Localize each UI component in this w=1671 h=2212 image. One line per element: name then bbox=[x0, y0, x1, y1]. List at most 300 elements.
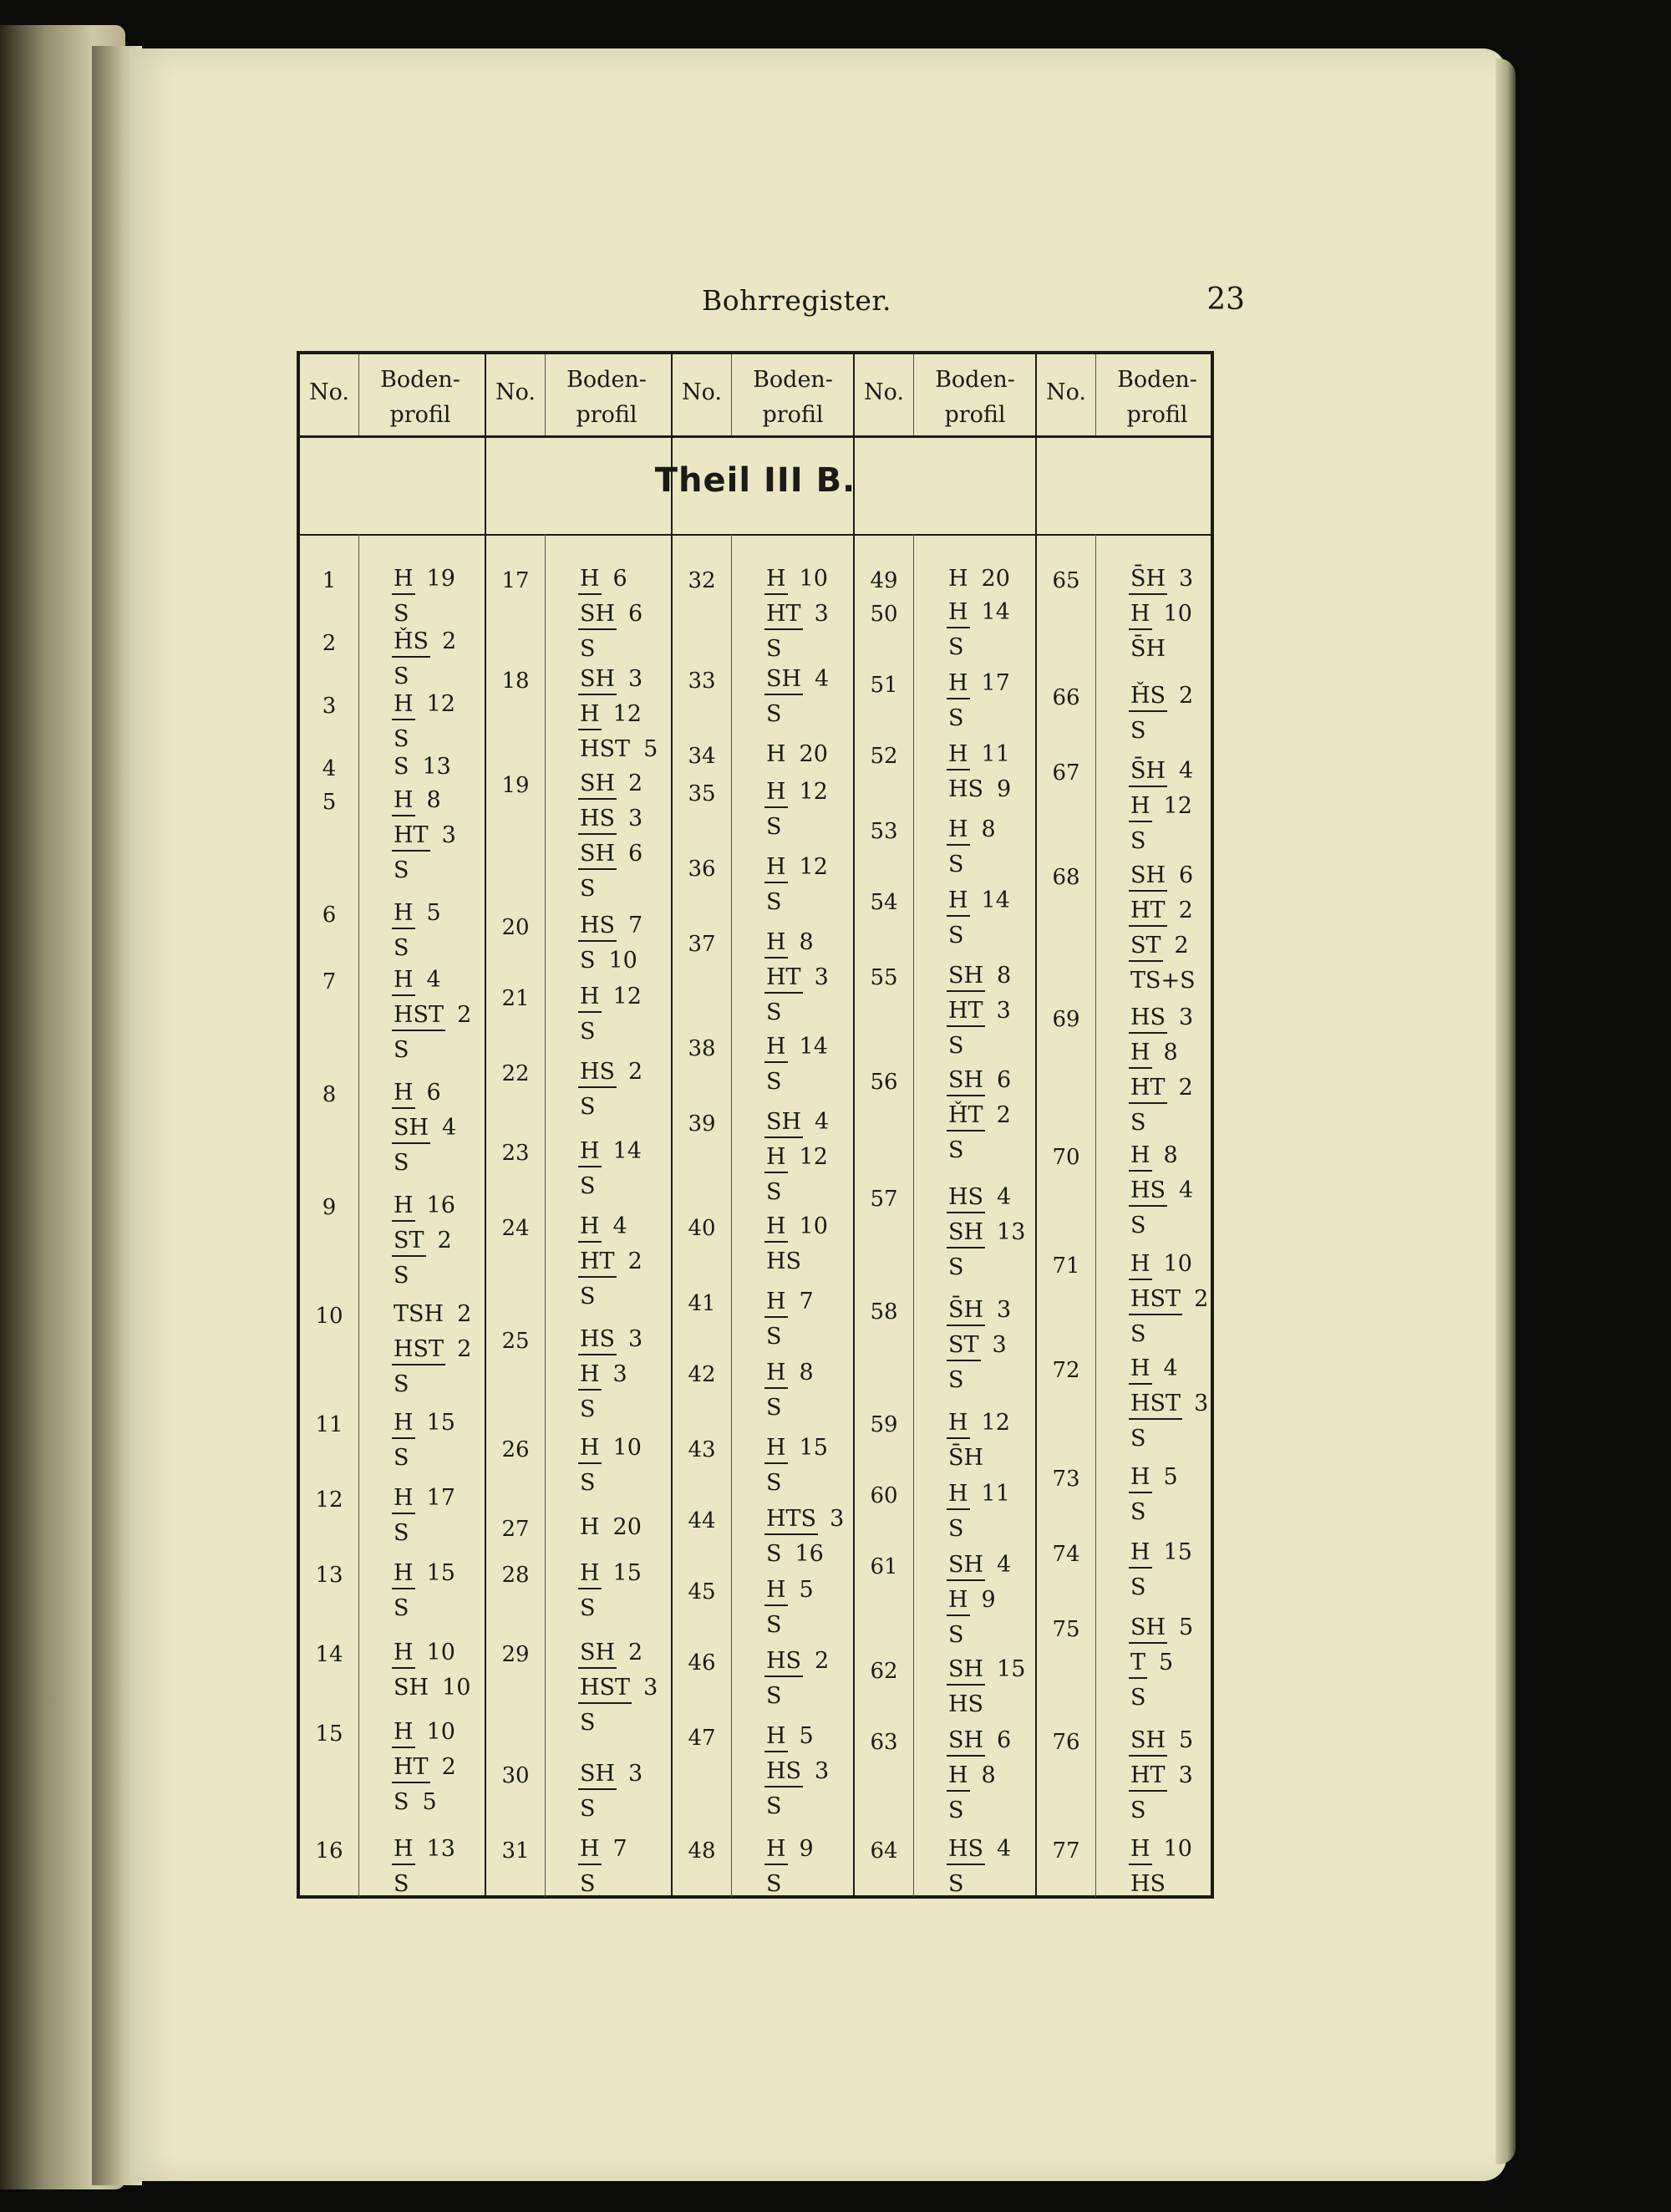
profile-line bbox=[947, 565, 1010, 593]
profile-line bbox=[578, 735, 658, 764]
profile-line bbox=[578, 1283, 597, 1311]
soil-symbol: TSH bbox=[394, 1301, 444, 1327]
layer-depth: 5 bbox=[1179, 1615, 1194, 1640]
layer-depth: 15 bbox=[426, 1410, 455, 1436]
layer-depth: 15 bbox=[426, 1560, 455, 1586]
layer-depth: 6 bbox=[997, 1067, 1012, 1093]
profile-line bbox=[764, 1359, 814, 1389]
soil-symbol: H bbox=[764, 853, 788, 883]
soil-symbol: SH bbox=[578, 600, 617, 630]
soil-symbol: HST bbox=[392, 1001, 445, 1031]
profile-line bbox=[947, 1296, 1011, 1326]
layer-depth: 2 bbox=[437, 1228, 452, 1253]
layer-depth: 5 bbox=[1179, 1727, 1194, 1753]
profile-line bbox=[947, 1797, 966, 1825]
soil-symbol: S bbox=[580, 1284, 596, 1309]
layer-depth: 2 bbox=[1174, 933, 1189, 959]
profile-line bbox=[392, 1409, 455, 1439]
profile-line bbox=[578, 840, 642, 870]
header-bodenprofil: Boden- profil bbox=[935, 367, 1015, 428]
profile-line bbox=[1129, 827, 1148, 856]
soil-symbol: H bbox=[578, 1360, 602, 1391]
soil-symbol: S bbox=[394, 664, 409, 689]
layer-depth: 17 bbox=[981, 670, 1010, 696]
profile-line bbox=[947, 740, 1010, 770]
profile-line bbox=[947, 1515, 966, 1543]
soil-symbol: S bbox=[766, 814, 782, 840]
entry-number: 25 bbox=[501, 1329, 530, 1354]
profile-line bbox=[392, 663, 411, 691]
entry-number: 2 bbox=[322, 631, 337, 656]
soil-symbol: ST bbox=[1129, 932, 1163, 962]
soil-symbol: S bbox=[948, 634, 964, 660]
profile-line bbox=[764, 1722, 814, 1752]
profile-line bbox=[1129, 1797, 1148, 1825]
soil-symbol: SH bbox=[578, 665, 617, 695]
profile-line bbox=[578, 635, 597, 664]
layer-depth: 9 bbox=[799, 1836, 814, 1862]
soil-symbol: S bbox=[766, 636, 782, 662]
profile-line bbox=[764, 1835, 814, 1865]
soil-symbol: H bbox=[578, 1559, 602, 1589]
profile-line bbox=[392, 821, 456, 852]
layer-depth: 6 bbox=[628, 841, 643, 867]
layer-depth: 2 bbox=[1178, 898, 1193, 923]
soil-symbol: H bbox=[1129, 1039, 1152, 1069]
soil-symbol: H bbox=[947, 1586, 970, 1616]
header-rule bbox=[300, 435, 1211, 438]
entry-number: 27 bbox=[501, 1517, 530, 1542]
entry-number: 21 bbox=[501, 986, 530, 1011]
profile-line bbox=[947, 922, 966, 950]
soil-symbol: S bbox=[394, 601, 409, 627]
soil-symbol: S̄H bbox=[947, 1296, 985, 1326]
profile-line bbox=[578, 1093, 597, 1121]
soil-symbol: S bbox=[394, 754, 409, 780]
profile-line bbox=[947, 704, 966, 733]
soil-symbol: HS bbox=[947, 1835, 985, 1865]
soil-symbol: S bbox=[1130, 1798, 1146, 1823]
soil-symbol: SH bbox=[578, 1639, 617, 1669]
soil-symbol: H bbox=[392, 786, 415, 816]
soil-symbol: H bbox=[392, 899, 415, 929]
entry-number: 36 bbox=[688, 857, 716, 882]
header-no: No. bbox=[864, 379, 904, 405]
layer-depth: 3 bbox=[628, 666, 643, 692]
entry-number: 50 bbox=[870, 602, 898, 627]
soil-symbol: S bbox=[766, 1683, 782, 1709]
soil-symbol: SH bbox=[947, 1655, 985, 1686]
soil-symbol: ȞS bbox=[1129, 682, 1167, 712]
profile-line bbox=[1129, 1109, 1148, 1137]
layer-depth: 10 bbox=[799, 566, 828, 592]
layer-depth: 4 bbox=[1179, 758, 1194, 784]
header-bodenprofil: Boden- profil bbox=[753, 367, 833, 428]
profile-line bbox=[764, 1540, 824, 1569]
profile-line bbox=[578, 1172, 597, 1201]
layer-depth: 3 bbox=[996, 998, 1011, 1024]
profile-line bbox=[947, 1183, 1011, 1213]
profile-line bbox=[947, 1835, 1011, 1865]
profile-line bbox=[947, 1621, 966, 1650]
profile-line bbox=[392, 857, 411, 885]
soil-symbol: H bbox=[947, 1480, 970, 1510]
profile-line bbox=[392, 628, 456, 658]
entry-number: 31 bbox=[501, 1838, 530, 1864]
layer-depth: 16 bbox=[426, 1192, 455, 1218]
layer-depth: 17 bbox=[426, 1485, 455, 1511]
soil-symbol: SH bbox=[947, 962, 985, 992]
profile-line bbox=[947, 1551, 1011, 1581]
profile-line bbox=[764, 1178, 784, 1207]
entry-number: 5 bbox=[322, 790, 337, 815]
soil-symbol: HT bbox=[392, 1753, 430, 1783]
profile-line bbox=[392, 1559, 455, 1589]
profile-line bbox=[392, 1718, 455, 1748]
entry-number: 66 bbox=[1052, 685, 1080, 710]
layer-depth: 16 bbox=[795, 1541, 824, 1567]
profile-line bbox=[1129, 932, 1189, 962]
layer-depth: 3 bbox=[815, 1758, 830, 1784]
entry-number: 56 bbox=[870, 1070, 898, 1095]
entry-number: 72 bbox=[1052, 1358, 1080, 1383]
entry-number: 14 bbox=[315, 1642, 343, 1667]
soil-symbol: H bbox=[392, 1639, 415, 1669]
profile-line bbox=[392, 1753, 456, 1783]
profile-line bbox=[947, 1726, 1011, 1757]
profile-line bbox=[1129, 1614, 1193, 1644]
entry-number: 47 bbox=[688, 1726, 716, 1751]
layer-depth: 3 bbox=[814, 601, 829, 627]
soil-symbol: S bbox=[766, 1179, 782, 1205]
layer-depth: 10 bbox=[426, 1719, 455, 1745]
profile-line bbox=[764, 700, 784, 729]
soil-symbol: HS bbox=[578, 912, 617, 942]
column-divider bbox=[671, 354, 673, 1897]
profile-line bbox=[764, 1682, 784, 1711]
profile-line bbox=[947, 1137, 966, 1165]
layer-depth: 10 bbox=[612, 1435, 642, 1461]
soil-symbol: HT bbox=[764, 600, 803, 630]
layer-depth: 10 bbox=[1163, 601, 1192, 627]
soil-symbol: S bbox=[580, 1173, 596, 1199]
soil-symbol: S bbox=[1130, 828, 1146, 854]
soil-symbol: H bbox=[578, 1434, 602, 1464]
profile-line bbox=[392, 1001, 471, 1031]
layer-depth: 8 bbox=[799, 929, 814, 955]
profile-line bbox=[764, 635, 784, 664]
soil-symbol: H bbox=[578, 1213, 602, 1243]
layer-depth: 4 bbox=[997, 1836, 1012, 1862]
entry-number: 26 bbox=[501, 1437, 530, 1462]
profile-line bbox=[578, 1709, 597, 1737]
soil-symbol: ȞT bbox=[947, 1101, 985, 1131]
layer-depth: 13 bbox=[997, 1219, 1026, 1245]
profile-line bbox=[1129, 1684, 1148, 1712]
profile-line bbox=[947, 1032, 966, 1060]
column-divider bbox=[485, 354, 486, 1897]
profile-line bbox=[392, 1674, 470, 1702]
layer-depth: 4 bbox=[997, 1184, 1012, 1210]
layer-depth: 5 bbox=[1159, 1650, 1174, 1676]
entry-number: 43 bbox=[688, 1437, 716, 1462]
profile-line bbox=[392, 1192, 455, 1222]
entry-number: 63 bbox=[870, 1730, 898, 1755]
soil-symbol: H bbox=[1129, 1250, 1152, 1280]
soil-symbol: S bbox=[766, 1069, 782, 1095]
soil-symbol: SH bbox=[578, 770, 617, 800]
profile-line bbox=[578, 1795, 597, 1823]
soil-symbol: SH bbox=[394, 1675, 429, 1701]
layer-depth: 2 bbox=[815, 1648, 830, 1674]
profile-line bbox=[392, 1335, 471, 1365]
layer-depth: 3 bbox=[1194, 1391, 1209, 1416]
no-column-divider bbox=[731, 534, 732, 1897]
soil-symbol: S bbox=[580, 948, 596, 974]
soil-symbol: S̄H bbox=[1129, 757, 1167, 787]
layer-depth: 7 bbox=[628, 913, 643, 938]
layer-depth: 14 bbox=[981, 599, 1010, 625]
profile-line bbox=[1129, 1574, 1148, 1602]
profile-line bbox=[947, 669, 1010, 699]
entry-number: 64 bbox=[870, 1838, 898, 1864]
profile-line bbox=[947, 1762, 996, 1792]
soil-symbol: SH bbox=[1129, 1614, 1167, 1644]
entry-number: 18 bbox=[501, 669, 530, 694]
header-bodenprofil: Boden- profil bbox=[1117, 367, 1197, 428]
layer-depth: 12 bbox=[612, 984, 642, 1009]
entry-number: 44 bbox=[688, 1508, 716, 1533]
soil-symbol: S bbox=[394, 857, 409, 883]
profile-line bbox=[947, 851, 966, 879]
layer-depth: 10 bbox=[1163, 1836, 1192, 1862]
soil-symbol: S bbox=[580, 876, 596, 902]
soil-symbol: S bbox=[394, 1263, 409, 1289]
entry-number: 65 bbox=[1052, 568, 1080, 593]
entry-number: 8 bbox=[322, 1082, 337, 1107]
soil-symbol: S bbox=[1130, 1685, 1146, 1711]
soil-symbol: S bbox=[948, 1871, 964, 1897]
soil-symbol: H bbox=[578, 1137, 602, 1167]
layer-depth: 2 bbox=[996, 1102, 1011, 1128]
profile-line bbox=[578, 700, 642, 730]
soil-symbol: HT bbox=[1129, 897, 1167, 927]
running-head: Bohrregister. bbox=[702, 284, 891, 317]
profile-line bbox=[1129, 565, 1193, 595]
profile-line bbox=[947, 1586, 996, 1616]
profile-line bbox=[764, 778, 828, 808]
entry-number: 12 bbox=[315, 1487, 343, 1513]
profile-line bbox=[392, 966, 441, 996]
soil-symbol: H bbox=[764, 1143, 788, 1173]
profile-line bbox=[764, 1143, 828, 1173]
profile-line bbox=[1129, 1649, 1173, 1679]
profile-line bbox=[578, 1559, 642, 1589]
soil-symbol: HT bbox=[578, 1248, 617, 1278]
entry-number: 76 bbox=[1052, 1730, 1080, 1755]
entry-number: 41 bbox=[688, 1291, 716, 1316]
profile-line bbox=[764, 1792, 784, 1821]
layer-depth: 3 bbox=[612, 1361, 627, 1387]
soil-symbol: S̄H bbox=[1130, 636, 1166, 662]
layer-depth: 2 bbox=[628, 1059, 643, 1085]
soil-symbol: S bbox=[948, 852, 964, 877]
soil-symbol: S bbox=[394, 935, 409, 961]
profile-line bbox=[764, 1323, 784, 1351]
profile-line bbox=[578, 947, 637, 975]
profile-line bbox=[1129, 862, 1193, 892]
profile-line bbox=[578, 1213, 627, 1243]
soil-symbol: S bbox=[1130, 1574, 1146, 1600]
profile-line bbox=[578, 1513, 642, 1542]
soil-symbol: S bbox=[394, 1595, 409, 1621]
profile-line bbox=[578, 1835, 627, 1865]
soil-symbol: H bbox=[764, 565, 788, 595]
profile-line bbox=[1129, 897, 1193, 927]
borehole-register-table bbox=[297, 351, 1214, 1899]
entry-number: 74 bbox=[1052, 1542, 1080, 1567]
layer-depth: 15 bbox=[799, 1435, 828, 1461]
column-divider bbox=[1035, 354, 1037, 1897]
profile-line bbox=[392, 1870, 411, 1899]
layer-depth: 2 bbox=[628, 770, 643, 796]
soil-symbol: SH bbox=[947, 1551, 985, 1581]
profile-line bbox=[1129, 1870, 1167, 1899]
profile-line bbox=[392, 1835, 455, 1865]
layer-depth: 4 bbox=[815, 666, 830, 692]
soil-symbol: S bbox=[766, 999, 782, 1025]
profile-line bbox=[947, 962, 1011, 992]
soil-symbol: H bbox=[948, 566, 968, 592]
entry-number: 40 bbox=[688, 1216, 716, 1241]
soil-symbol: HT bbox=[764, 964, 803, 994]
soil-symbol: S bbox=[766, 1871, 782, 1897]
soil-symbol: H bbox=[578, 700, 602, 730]
profile-line bbox=[947, 1218, 1025, 1248]
layer-depth: 14 bbox=[799, 1034, 828, 1060]
layer-depth: 12 bbox=[799, 779, 828, 805]
entry-number: 77 bbox=[1052, 1838, 1080, 1864]
soil-symbol: HS bbox=[766, 1248, 802, 1274]
entry-number: 46 bbox=[688, 1650, 716, 1676]
profile-line bbox=[764, 600, 829, 630]
soil-symbol: S bbox=[766, 701, 782, 727]
profile-line bbox=[1129, 1039, 1178, 1069]
layer-depth: 2 bbox=[1194, 1286, 1209, 1312]
entry-number: 67 bbox=[1052, 760, 1080, 786]
header-bodenprofil: Boden- profil bbox=[380, 367, 460, 428]
profile-line bbox=[947, 633, 966, 662]
layer-depth: 8 bbox=[799, 1360, 814, 1386]
soil-symbol: S bbox=[1130, 1110, 1146, 1136]
entry-number: 16 bbox=[315, 1838, 343, 1864]
entry-number: 57 bbox=[870, 1187, 898, 1212]
entry-number: 71 bbox=[1052, 1253, 1080, 1279]
entry-number: 33 bbox=[688, 669, 716, 694]
soil-symbol: H bbox=[764, 1722, 788, 1752]
soil-symbol: ST bbox=[392, 1227, 426, 1257]
profile-line bbox=[947, 1691, 985, 1719]
soil-symbol: H bbox=[392, 690, 415, 720]
profile-line bbox=[764, 1108, 829, 1138]
entry-number: 29 bbox=[501, 1642, 530, 1667]
layer-depth: 3 bbox=[643, 1675, 658, 1701]
profile-line bbox=[764, 740, 828, 769]
soil-symbol: S bbox=[394, 1520, 409, 1546]
soil-symbol: S bbox=[766, 1541, 782, 1567]
soil-symbol: HS bbox=[578, 805, 617, 835]
soil-symbol: S bbox=[766, 1470, 782, 1496]
profile-line bbox=[947, 1409, 1010, 1439]
soil-symbol: H bbox=[1129, 1835, 1152, 1865]
layer-depth: 14 bbox=[981, 887, 1010, 913]
entry-number: 52 bbox=[870, 744, 898, 769]
profile-line bbox=[578, 1248, 642, 1278]
section-title: Theil III B. bbox=[654, 461, 856, 500]
profile-line bbox=[764, 1288, 814, 1318]
layer-depth: 6 bbox=[1179, 862, 1194, 888]
layer-depth: 13 bbox=[426, 1836, 455, 1862]
soil-symbol: H bbox=[392, 1484, 415, 1514]
layer-depth: 4 bbox=[1179, 1177, 1194, 1203]
entry-number: 69 bbox=[1052, 1007, 1080, 1032]
profile-line bbox=[764, 1505, 844, 1535]
profile-line bbox=[392, 1079, 441, 1109]
profile-line bbox=[764, 565, 828, 595]
layer-depth: 3 bbox=[1179, 566, 1194, 592]
profile-line bbox=[764, 1647, 829, 1677]
layer-depth: 2 bbox=[627, 1248, 642, 1274]
profile-line bbox=[578, 665, 642, 695]
soil-symbol: H bbox=[947, 740, 970, 770]
layer-depth: 20 bbox=[612, 1514, 642, 1540]
no-column-divider bbox=[1095, 534, 1096, 1897]
profile-line bbox=[947, 1480, 1010, 1510]
layer-depth: 5 bbox=[1163, 1464, 1178, 1490]
profile-line bbox=[764, 665, 829, 695]
layer-depth: 2 bbox=[628, 1640, 643, 1665]
profile-line bbox=[392, 1036, 411, 1065]
entry-number: 6 bbox=[322, 903, 337, 928]
soil-symbol: S bbox=[580, 1871, 596, 1897]
entry-number: 30 bbox=[501, 1763, 530, 1788]
profile-line bbox=[578, 1137, 642, 1167]
profile-line bbox=[764, 813, 784, 842]
profile-line bbox=[1129, 1177, 1193, 1207]
soil-symbol: SH bbox=[764, 1108, 803, 1138]
profile-line bbox=[1129, 682, 1193, 712]
soil-symbol: H bbox=[764, 1359, 788, 1389]
soil-symbol: S bbox=[580, 1796, 596, 1822]
entry-number: 51 bbox=[870, 673, 898, 698]
profile-line bbox=[392, 1149, 411, 1177]
layer-depth: 3 bbox=[441, 822, 456, 848]
soil-symbol: S bbox=[394, 1871, 409, 1897]
soil-symbol: H bbox=[1129, 792, 1152, 822]
entry-number: 22 bbox=[501, 1061, 530, 1086]
soil-symbol: H bbox=[947, 816, 970, 846]
soil-symbol: S bbox=[580, 636, 596, 662]
soil-symbol: SH bbox=[947, 1726, 985, 1757]
entry-number: 13 bbox=[315, 1563, 343, 1588]
layer-depth: 2 bbox=[1179, 683, 1194, 709]
profile-line bbox=[764, 1757, 829, 1787]
layer-depth: 2 bbox=[457, 1002, 472, 1028]
entry-number: 19 bbox=[501, 773, 530, 798]
profile-line bbox=[1129, 1390, 1208, 1420]
soil-symbol: S bbox=[948, 923, 964, 948]
entry-number: 11 bbox=[315, 1412, 343, 1437]
